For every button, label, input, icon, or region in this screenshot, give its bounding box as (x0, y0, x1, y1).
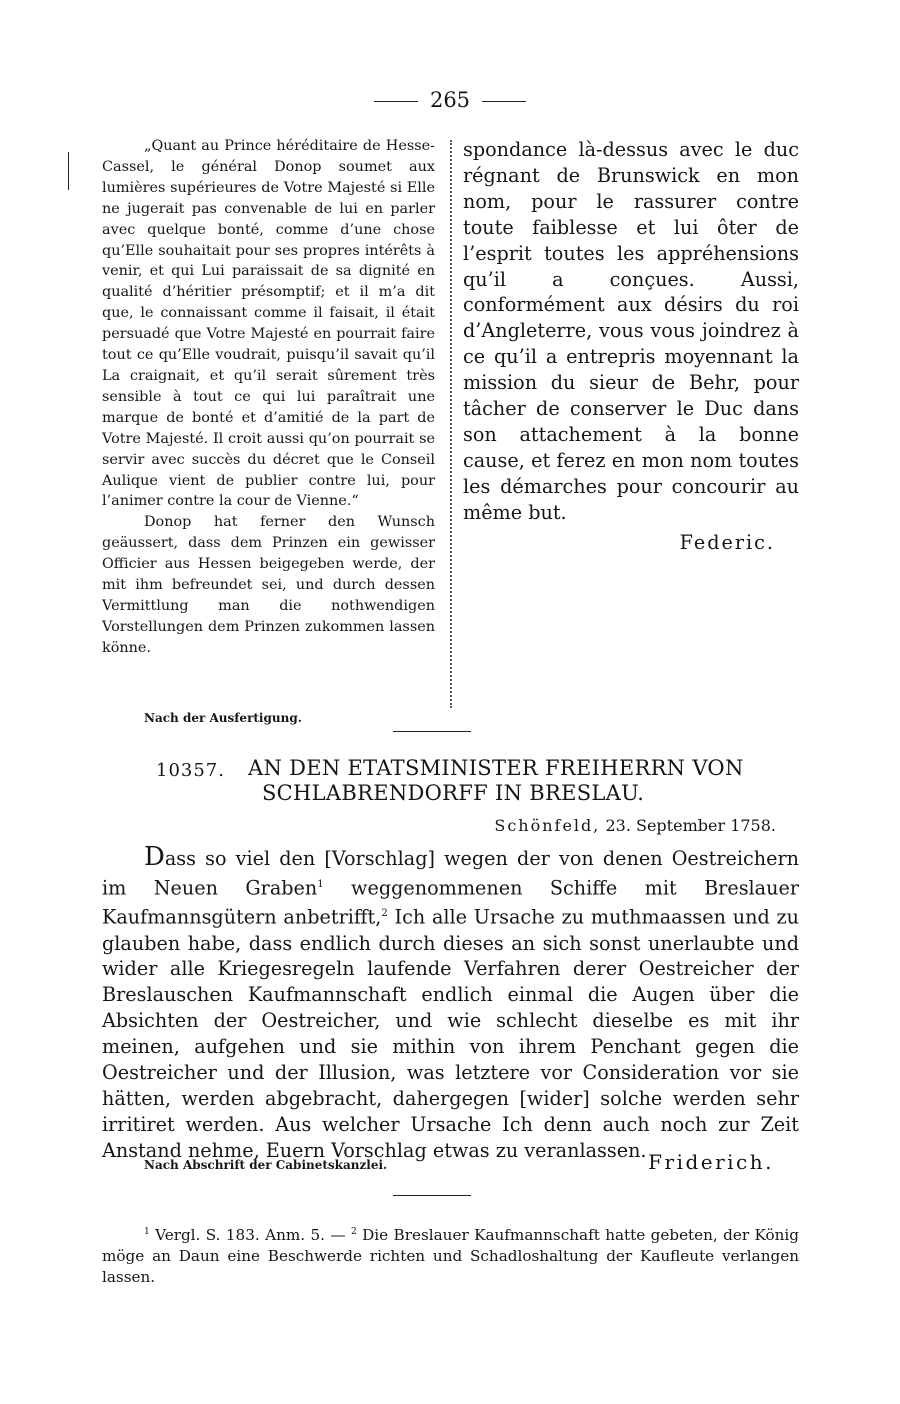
source-note-ausfertigung: Nach der Ausfertigung. (144, 711, 302, 725)
letter-text-part-3: Ich alle Ursache zu muthmaassen und zu glauben habe, dass endlich durch dieses an sich sonst unerlaubte und wider alle Kriegesregeln laufende Verfahren derer Oestreicher der Breslauschen Kaufmannschaft endlich einmal die Augen über die Absichten der Oestreicher, und wie schlecht dieselbe es mit ihr meinen, aufgehen und sie mithin von ihrem Penchant gegen die Oestreicher und der Illusion, was letztere vor Consideration vor sie hätten, werden abgebracht, dahergegen [wider] solche werden sehr irritiret werden. Aus welcher Ursache Ich denn auch noch zur Zeit Anstand nehme, Euern Vorschlag etwas zu veranlassen. (102, 905, 799, 1162)
letter-text-part-1: ass so viel den [Vorschlag] wegen der von denen Oestreichern im Neuen Graben (102, 847, 799, 900)
footnote-separator-rule (393, 1195, 471, 1196)
letter-paragraph (102, 842, 800, 1164)
footnotes (102, 1222, 799, 1288)
document-number: 10357. (156, 760, 225, 781)
dateline-date: 23. September 1758. (605, 816, 776, 835)
footnote-ref-1: 1 (317, 878, 324, 890)
letter-body (102, 842, 800, 1164)
page-number-dash-left (374, 101, 418, 102)
source-note-abschrift: Nach Abschrift der Cabinetskanzlei. (144, 1158, 388, 1172)
margin-mark (68, 152, 69, 190)
page-number-value: 265 (429, 88, 471, 112)
right-column (463, 137, 799, 556)
footnote-paragraph (102, 1222, 799, 1288)
signature-friderich: Friderich. (648, 1150, 774, 1174)
dateline-place: Schönfeld, (494, 816, 601, 835)
footnote-mark-1: 1 (144, 1227, 150, 1237)
left-paragraph-german: Donop hat ferner den Wunsch geäussert, dass dem Prinzen ein gewisser Officier aus Hessen beigegeben werde, der mit ihm befreundet sei, und durch dessen Vermittlung man die nothwendigen Vorstellungen dem Prinzen zukommen lassen könne. (102, 514, 435, 656)
footnote-ref-2: 2 (381, 908, 388, 920)
column-divider (450, 140, 452, 708)
separator-rule (393, 731, 471, 732)
heading-line-2: SCHLABRENDORFF IN BRESLAU. (262, 781, 645, 805)
left-column (102, 136, 435, 659)
signature-federic: Federic. (679, 530, 775, 554)
dateline (494, 816, 776, 835)
left-paragraph-french-quote: „Quant au Prince héréditaire de Hesse-Cassel, le général Donop soumet aux lumières supérieures de Votre Majesté si Elle ne jugerait pas convenable de lui en parler avec quelque bonté, comme d’une chose qu’Elle souhaitait pour ses propres intérêts à venir, et qui Lui paraissait de sa dignité en qualité d’héritier présomptif; et il m’a dit que, le connaissant comme il faisait, il était persuadé que Votre Majesté en pourrait faire tout ce qu’Elle voudrait, puisqu’il savait qu’il La craignait, et qu’il serait sûrement très sensible à tout ce qui lui paraîtrait une marque de bonté et d’amitié de la part de Votre Majesté. Il croit aussi qu’on pourrait se servir avec succès du décret que le Conseil Aulique vient de publier contre lui, pour l’animer contre la cour de Vienne.“ (102, 138, 435, 510)
drop-cap: D (144, 842, 165, 872)
page-number-dash-right (482, 101, 526, 102)
page-number (0, 88, 900, 112)
footnote-mark-2: 2 (350, 1227, 357, 1237)
heading-line-1: AN DEN ETATSMINISTER FREIHERRN VON (248, 756, 744, 780)
letter-text-part-2: weggenommenen Schiffe mit Breslauer Kaufmannsgütern anbetrifft, (102, 876, 800, 929)
right-paragraph: spondance là-dessus avec le duc régnant de Brunswick en mon nom, pour le rassurer contre toute faiblesse et lui ôter de l’esprit toutes les appréhensions qu’il a conçues. Aussi, conformément aux désirs du roi d’Angleterre, vous vous joindrez à ce qu’il a entrepris moyennant la mission du sieur de Behr, pour tâcher de conserver le Duc dans son attachement à la bonne cause, et ferez en mon nom toutes les démarches pour concourir au même but. (463, 138, 799, 524)
footnote-text-2: Die Breslauer Kaufmannschaft hatte gebeten, der König möge an Daun eine Beschwerde richten und Schadloshaltung der Kaufleute verlangen lassen. (102, 1226, 799, 1287)
footnote-text-1: Vergl. S. 183. Anm. 5. — (149, 1226, 351, 1245)
